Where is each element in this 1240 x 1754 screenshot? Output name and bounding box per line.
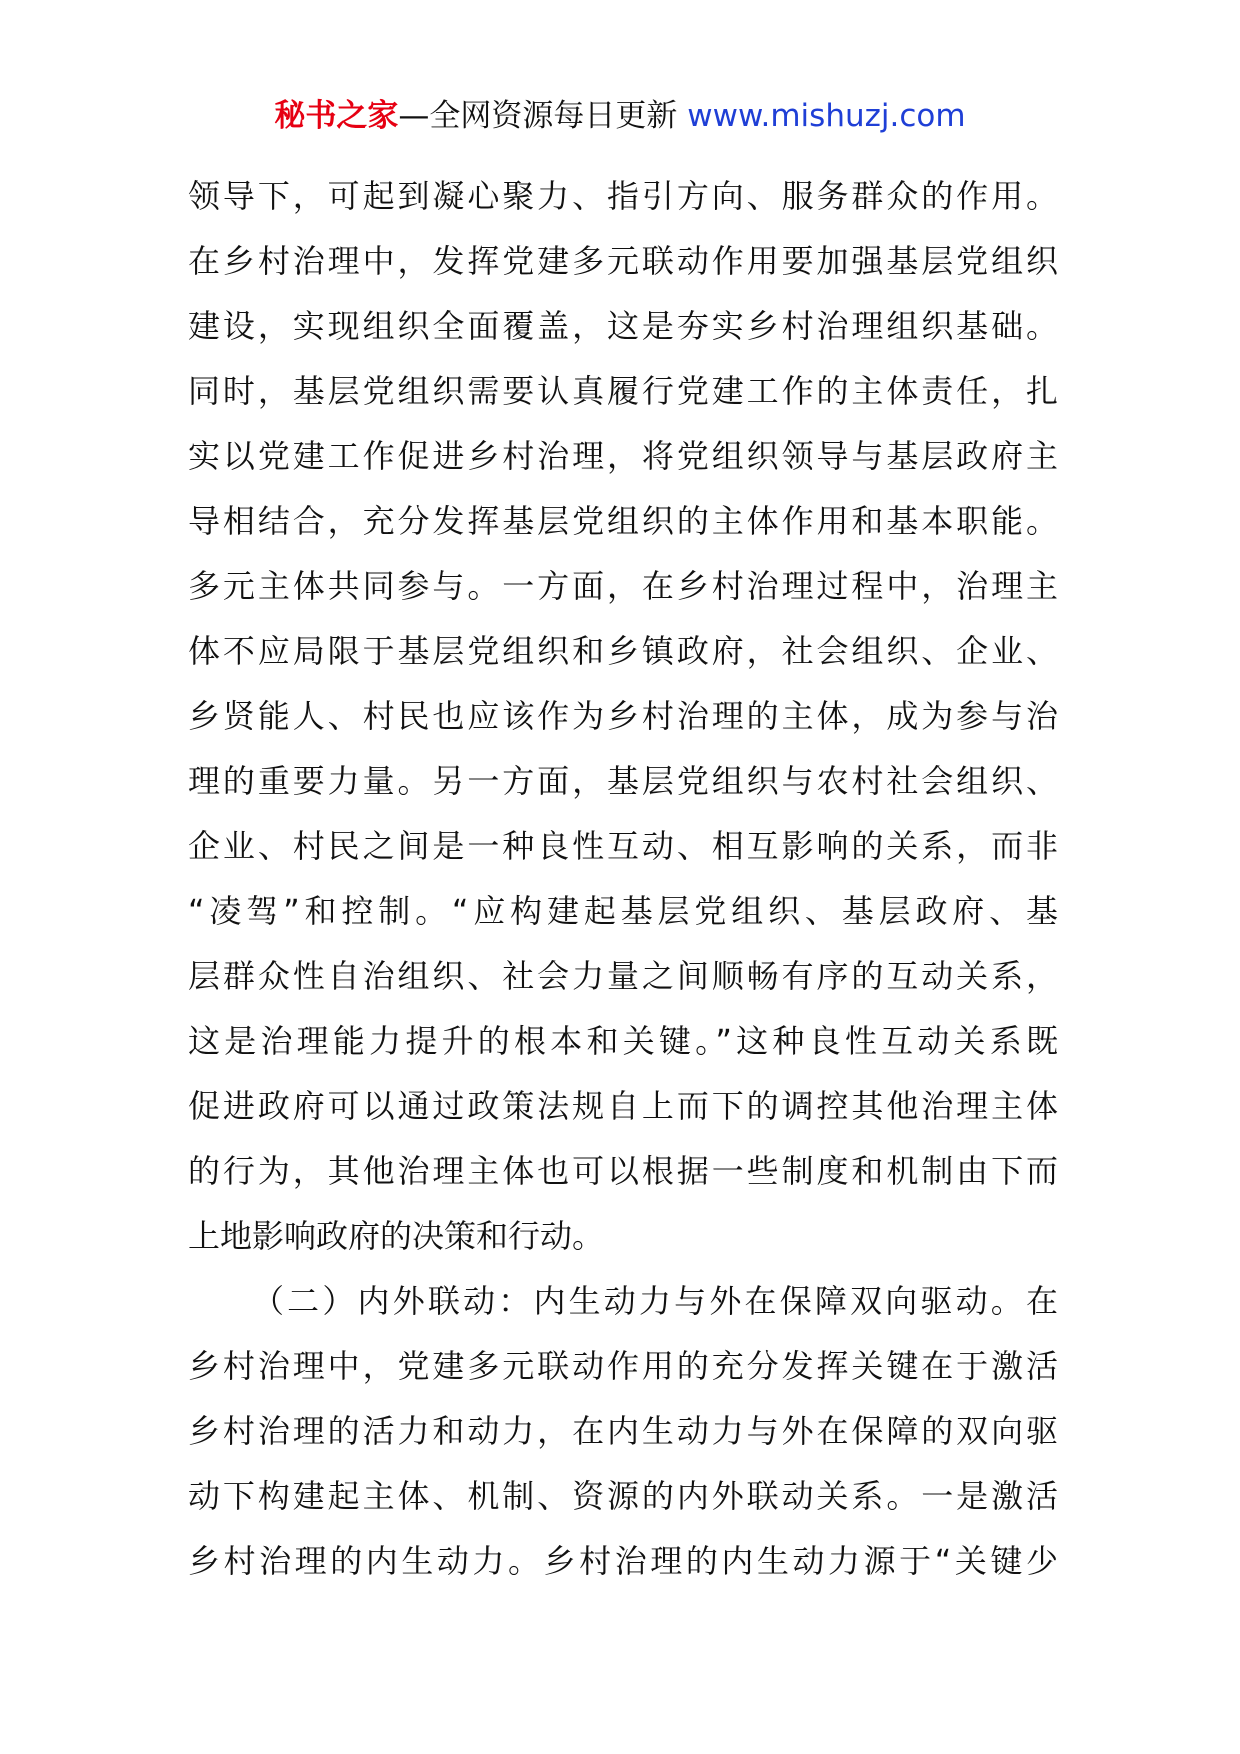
text-line: 体不应局限于基层党组织和乡镇政府，社会组织、企业、 xyxy=(188,632,1058,670)
text-line: 动下构建起主体、机制、资源的内外联动关系。一是激活 xyxy=(188,1477,1058,1515)
text-line: 领导下，可起到凝心聚力、指引方向、服务群众的作用。 xyxy=(188,177,1058,215)
page-header xyxy=(0,96,1240,136)
text-line: 促进政府可以通过政策法规自上而下的调控其他治理主体 xyxy=(188,1087,1058,1125)
header-tagline: —全网资源每日更新 xyxy=(398,98,688,134)
text-line: 乡村治理的活力和动力，在内生动力与外在保障的双向驱 xyxy=(188,1412,1058,1450)
text-line: 实以党建工作促进乡村治理，将党组织领导与基层政府主 xyxy=(188,437,1058,475)
text-line: 理的重要力量。另一方面，基层党组织与农村社会组织、 xyxy=(188,762,1058,800)
header-brand: 秘书之家 xyxy=(274,98,399,134)
text-line: 层群众性自治组织、社会力量之间顺畅有序的互动关系， xyxy=(188,957,1058,995)
text-line: 在乡村治理中，发挥党建多元联动作用要加强基层党组织 xyxy=(188,242,1058,280)
text-line: 乡贤能人、村民也应该作为乡村治理的主体，成为参与治 xyxy=(188,697,1058,735)
text-line: 乡村治理中，党建多元联动作用的充分发挥关键在于激活 xyxy=(188,1347,1058,1385)
text-line: 上地影响政府的决策和行动。 xyxy=(188,1217,605,1255)
text-line: 建设，实现组织全面覆盖，这是夯实乡村治理组织基础。 xyxy=(188,307,1058,345)
text-line: 导相结合，充分发挥基层党组织的主体作用和基本职能。 xyxy=(188,502,1058,540)
document-body xyxy=(188,164,1058,1594)
text-line: 多元主体共同参与。一方面，在乡村治理过程中，治理主 xyxy=(188,567,1058,605)
text-line: 同时，基层党组织需要认真履行党建工作的主体责任，扎 xyxy=(188,372,1058,410)
text-line: 的行为，其他治理主体也可以根据一些制度和机制由下而 xyxy=(188,1152,1058,1190)
text-line: 乡村治理的内生动力。乡村治理的内生动力源于“关键少 xyxy=(188,1542,1058,1580)
text-line: “凌驾”和控制。“应构建起基层党组织、基层政府、基 xyxy=(188,892,1058,930)
header-url-link[interactable]: www.mishuzj.com xyxy=(687,98,966,134)
text-line: （二）内外联动：内生动力与外在保障双向驱动。在 xyxy=(252,1282,1058,1320)
text-line: 企业、村民之间是一种良性互动、相互影响的关系，而非 xyxy=(188,827,1058,865)
text-line: 这是治理能力提升的根本和关键。”这种良性互动关系既 xyxy=(188,1022,1058,1060)
